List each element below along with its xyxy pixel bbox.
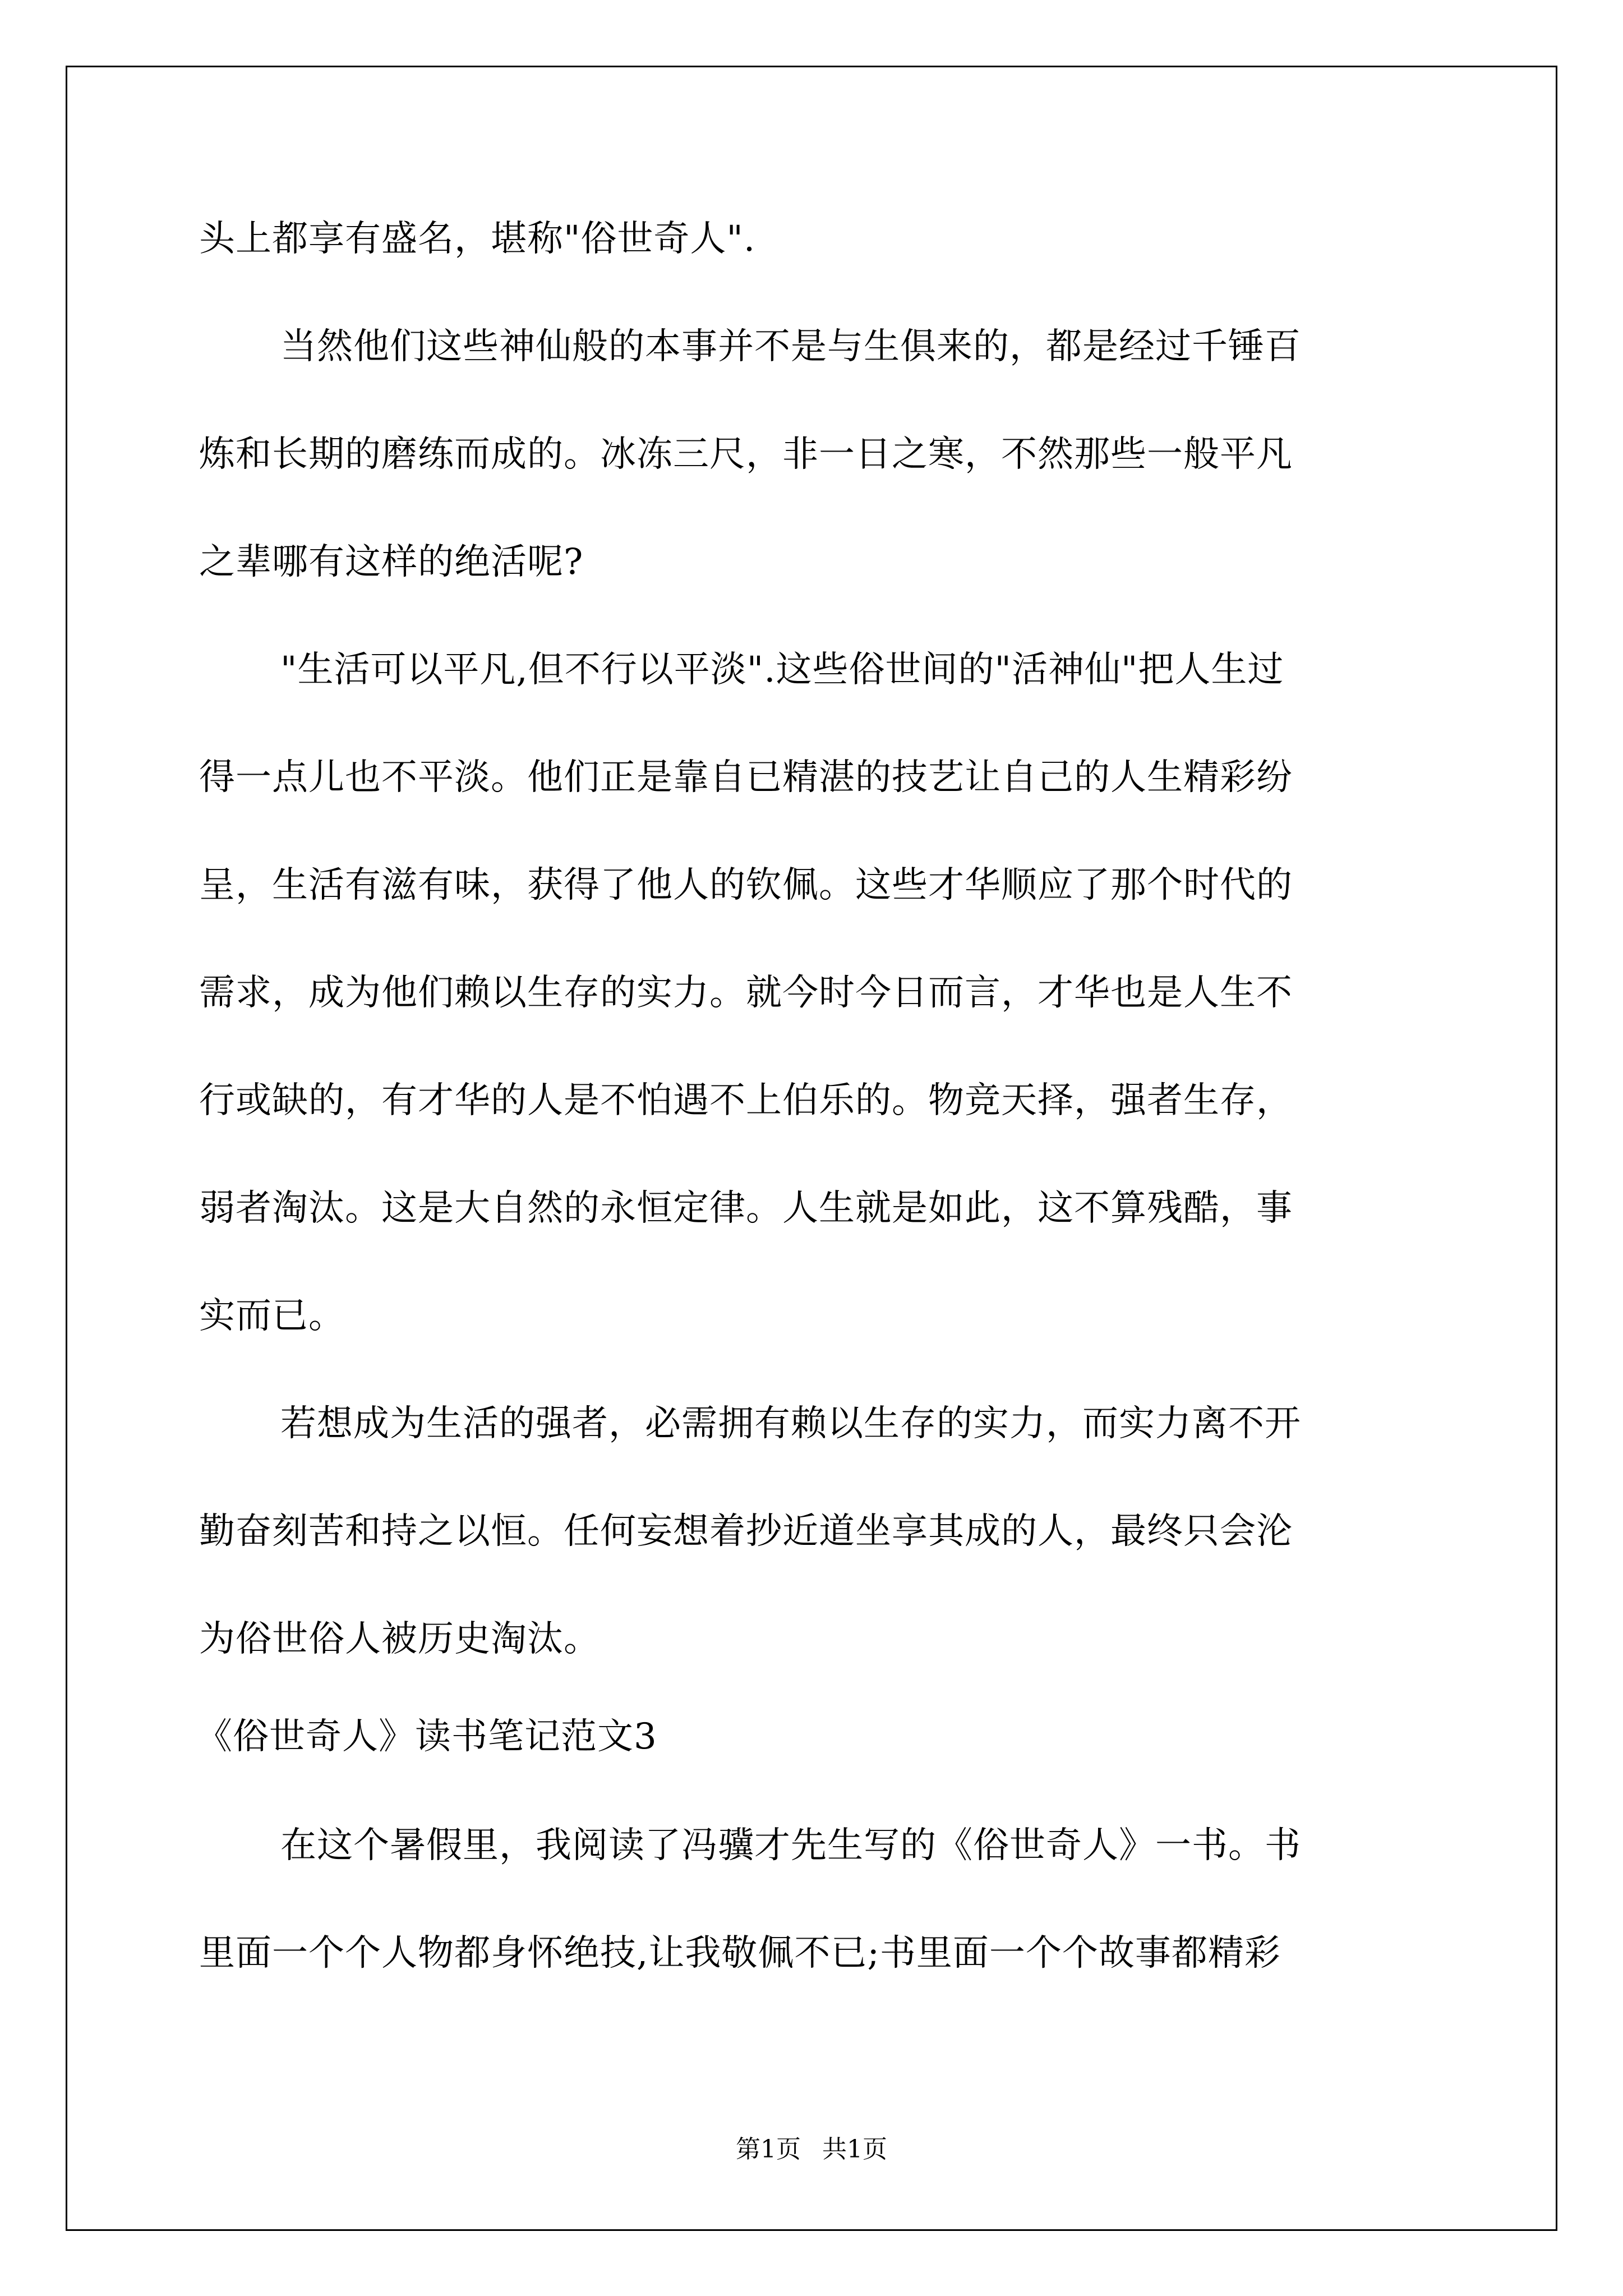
text-line: 炼和长期的磨练而成的。冰冻三尺，非一日之寒，不然那些一般平凡 <box>199 434 1293 475</box>
text-line: 勤奋刻苦和持之以恒。任何妄想着抄近道坐享其成的人，最终只会沦 <box>199 1511 1293 1552</box>
text-line: 若想成为生活的强者，必需拥有赖以生存的实力，而实力离不开 <box>280 1403 1301 1444</box>
text-line: 里面一个个人物都身怀绝技,让我敬佩不已;书里面一个个故事都精彩 <box>199 1932 1281 1974</box>
text-line: 为俗世俗人被历史淘汰。 <box>199 1618 600 1660</box>
text-line: 头上都享有盛名，堪称"俗世奇人". <box>199 218 756 260</box>
page-number: 第1页 <box>736 2135 801 2164</box>
text-line: 弱者淘汰。这是大自然的永恒定律。人生就是如此，这不算残酷，事 <box>199 1188 1293 1229</box>
text-line: 行或缺的，有才华的人是不怕遇不上伯乐的。物竞天择，强者生存， <box>199 1080 1293 1121</box>
text-line: 在这个暑假里，我阅读了冯骥才先生写的《俗世奇人》一书。书 <box>280 1825 1301 1866</box>
text-line: 之辈哪有这样的绝活呢? <box>199 541 584 583</box>
text-line: 呈，生活有滋有味，获得了他人的钦佩。这些才华顺应了那个时代的 <box>199 864 1293 906</box>
section-heading: 《俗世奇人》读书笔记范文3 <box>196 1716 657 1757</box>
text-line: 实而已。 <box>199 1295 345 1337</box>
text-line: 得一点儿也不平淡。他们正是靠自已精湛的技艺让自己的人生精彩纷 <box>199 757 1293 798</box>
text-line: 当然他们这些神仙般的本事并不是与生俱来的，都是经过千锤百 <box>280 326 1301 367</box>
page-footer <box>0 2129 1623 2165</box>
text-line: "生活可以平凡,但不行以平淡".这些俗世间的"活神仙"把人生过 <box>280 649 1284 691</box>
text-line: 需求，成为他们赖以生存的实力。就今时今日而言，才华也是人生不 <box>199 972 1293 1014</box>
page-total: 共1页 <box>822 2135 887 2164</box>
